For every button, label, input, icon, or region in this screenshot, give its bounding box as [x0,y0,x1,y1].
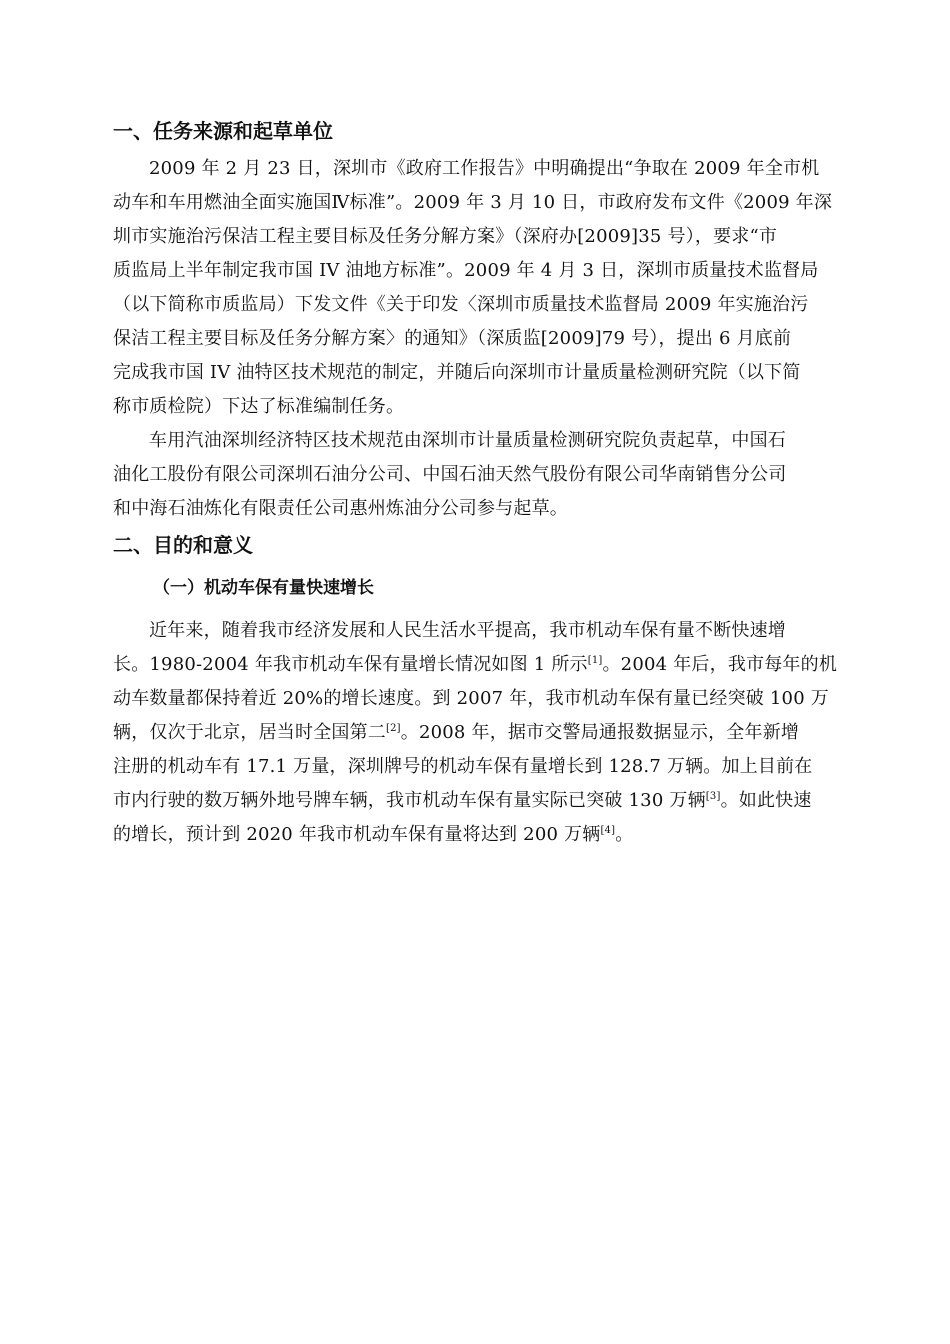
text-line: 动车数量都保持着近 20%的增长速度。到 2007 年，我市机动车保有量已经突破 100 万 [113,688,829,709]
text-line [113,716,839,750]
paragraph-vehicle-growth [113,614,839,852]
text-line: 完成我市国 IV 油特区技术规范的制定，并随后向深圳市计量质量检测研究院（以下简 [113,362,801,383]
section-heading-purpose: 二、目的和意义 [113,533,253,557]
citation-ref: [2] [386,723,401,734]
text-span: 。2008 年，据市交警局通报数据显示，全年新增 [400,722,800,743]
text-line: 2009 年 2 月 23 日，深圳市《政府工作报告》中明确提出“争取在 2009 年全市机 [149,158,820,179]
citation-ref: [4] [600,825,616,836]
subsection-heading-vehicle-growth: （一）机动车保有量快速增长 [153,578,374,598]
text-span: 的增长，预计到 2020 年我市机动车保有量将达到 200 万辆 [113,824,601,845]
text-line [113,784,839,818]
text-span: 。如此快速 [720,790,812,811]
text-line [113,648,839,682]
text-line: （以下简称市质监局）下发文件《关于印发〈深圳市质量技术监督局 2009 年实施治污 [113,294,809,315]
text-line: 动车和车用燃油全面实施国Ⅳ标准”。2009 年 3 月 10 日，市政府发布文件《2009 年深 [113,192,833,213]
text-line: 保洁工程主要目标及任务分解方案〉的通知》（深质监[2009]79 号），提出 6 月底前 [113,328,792,349]
text-line: 圳市实施治污保洁工程主要目标及任务分解方案》（深府办[2009]35 号），要求“市 [113,226,778,247]
paragraph-task-source [113,152,839,424]
text-span: 辆，仅次于北京，居当时全国第二 [113,722,386,743]
text-span: 。2004 年后，我市每年的机 [602,654,838,675]
text-line: 车用汽油深圳经济特区技术规范由深圳市计量质量检测研究院负责起草，中国石 [149,430,786,451]
section-heading-task-source: 一、任务来源和起草单位 [113,119,333,143]
text-span: 。 [615,824,634,845]
text-line: 质监局上半年制定我市国 IV 油地方标准”。2009 年 4 月 3 日，深圳市质量技术监督局 [113,260,819,281]
text-line: 注册的机动车有 17.1 万量，深圳牌号的机动车保有量增长到 128.7 万辆。加上目前在 [113,756,813,777]
text-line: 称市质检院）下达了标准编制任务。 [113,396,405,417]
citation-ref: [1] [587,655,603,666]
text-span: 市内行驶的数万辆外地号牌车辆，我市机动车保有量实际已突破 130 万辆 [113,790,706,811]
text-line: 油化工股份有限公司深圳石油分公司、中国石油天然气股份有限公司华南销售分公司 [113,464,787,485]
citation-ref: [3] [705,791,721,802]
paragraph-drafting-units [113,424,839,526]
text-line [113,818,839,852]
text-span: 长。1980-2004 年我市机动车保有量增长情况如图 1 所示 [113,654,588,675]
text-line: 近年来，随着我市经济发展和人民生活水平提高，我市机动车保有量不断快速增 [149,620,786,641]
text-line: 和中海石油炼化有限责任公司惠州炼油分公司参与起草。 [113,498,568,519]
